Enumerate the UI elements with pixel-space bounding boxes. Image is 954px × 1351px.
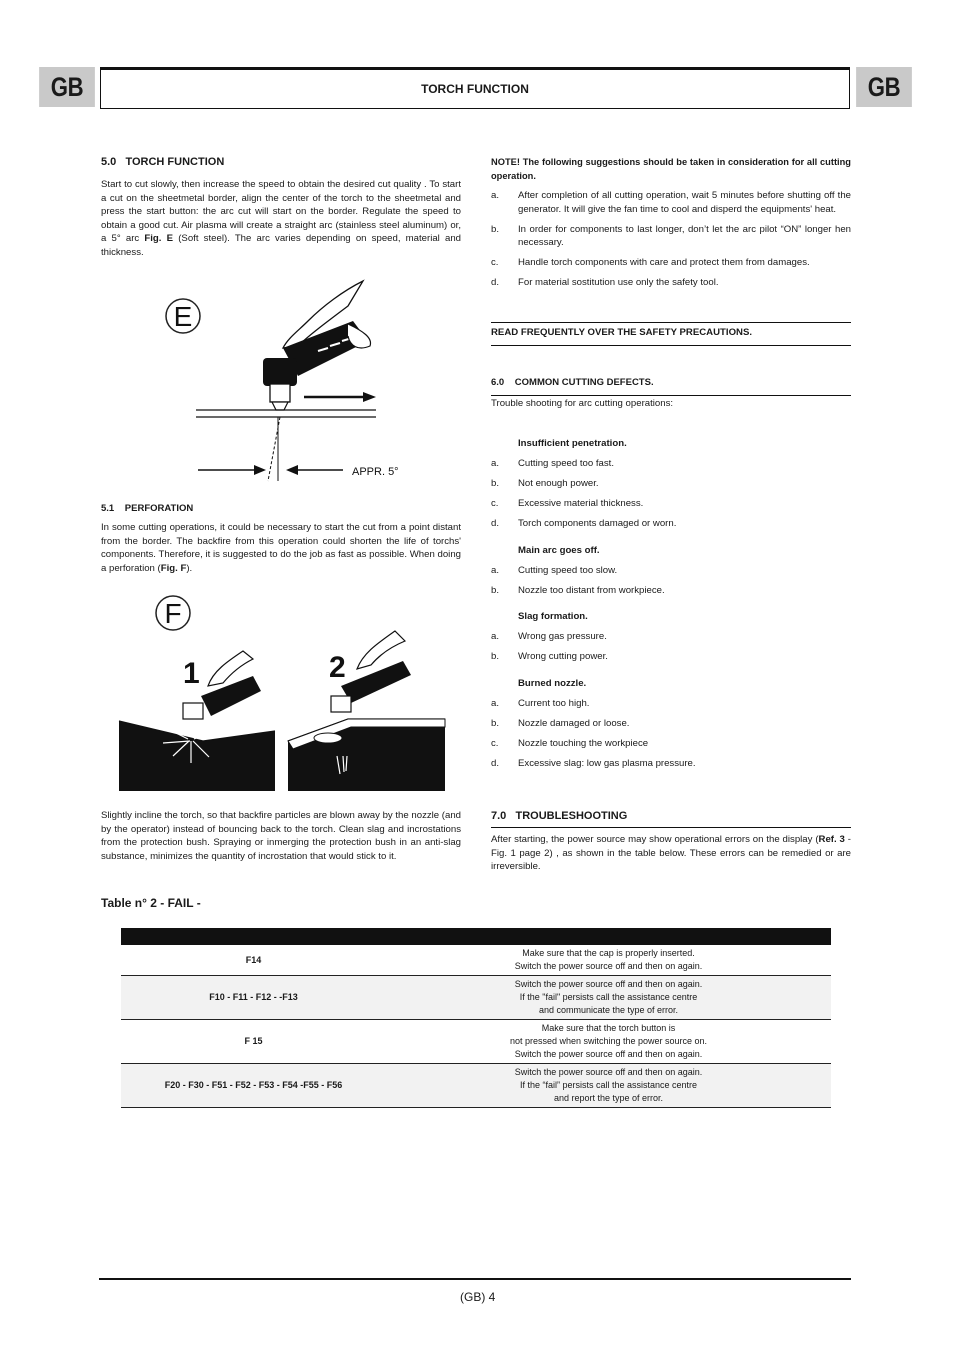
error-code-cell: F14 <box>121 945 386 976</box>
section-5-0-body <box>101 178 461 260</box>
defects-list <box>491 437 851 777</box>
defect-group-title: Slag formation. <box>518 611 588 623</box>
divider <box>491 395 851 396</box>
ref-label: Ref. 3 <box>818 834 845 845</box>
list-marker: b. <box>491 477 500 489</box>
list-marker: d. <box>491 517 500 529</box>
section-6-0-heading <box>491 377 654 388</box>
list-marker: c. <box>491 497 499 509</box>
list-text: Not enough power. <box>518 477 599 489</box>
section-5-0-heading <box>101 156 224 168</box>
table-row <box>121 1020 831 1064</box>
list-item <box>491 650 851 664</box>
figure-f-step-1: 1 <box>183 657 200 690</box>
section-number: 5.1 <box>101 503 115 514</box>
defect-group-title: Insufficient penetration. <box>518 438 627 449</box>
list-text: After completion of all cutting operation, wait 5 minutes before shutting off the generator. It will give the fan time to cool and disperd the equipments' heat. <box>518 190 851 215</box>
fail-table-header <box>121 928 831 945</box>
list-text: Cutting speed too fast. <box>518 457 614 469</box>
header-title-text: TORCH FUNCTION <box>421 82 529 96</box>
list-text: Wrong gas pressure. <box>518 631 607 643</box>
language-tag-left: GB <box>39 67 95 107</box>
list-marker: a. <box>491 564 500 576</box>
error-code-cell: F20 - F30 - F51 - F52 - F53 - F54 -F55 - F56 <box>121 1064 386 1108</box>
figure-e-letter: E <box>173 301 193 332</box>
section-title: TROUBLESHOOTING <box>515 810 628 822</box>
list-text: Excessive material thickness. <box>518 497 644 509</box>
read-safety-notice: READ FREQUENTLY OVER THE SAFETY PRECAUTIONS. <box>491 327 753 338</box>
list-marker: a. <box>491 190 500 201</box>
remedy-line: Make sure that the torch button is <box>541 1023 676 1033</box>
figure-f-letter: F <box>164 598 182 629</box>
list-marker: c. <box>491 257 499 269</box>
section-number: 5.0 <box>101 156 117 168</box>
language-tag-right: GB <box>856 67 912 107</box>
fig-ref: Fig. F <box>160 562 187 574</box>
fig-ref: Fig. E <box>144 233 174 245</box>
error-remedy-cell <box>386 945 831 976</box>
figure-f-step-2: 2 <box>329 651 346 684</box>
error-code-cell: F 15 <box>121 1020 386 1064</box>
figure-f-perforation-illustration <box>113 591 453 796</box>
body-text: After starting, the power source may show operational errors on the display ( <box>491 834 819 845</box>
list-item <box>491 477 851 491</box>
list-item <box>491 717 851 731</box>
list-item <box>491 584 851 598</box>
page-header-title <box>100 67 850 109</box>
figure-e-angle-label: APPR. 5° <box>352 466 399 478</box>
list-text: Cutting speed too slow. <box>518 564 618 576</box>
footer-rule <box>99 1278 851 1280</box>
list-text: Wrong cutting power. <box>518 651 608 663</box>
remedy-line: Switch the power source off and then on again. <box>514 961 703 971</box>
list-text: Handle torch components with care and protect them from damages. <box>518 257 810 269</box>
table-row <box>121 976 831 1020</box>
remedy-line: If the “fail” persists call the assistance centre <box>519 1080 698 1090</box>
list-item <box>491 276 851 290</box>
page-number: (GB) 4 <box>460 1290 496 1304</box>
list-marker: a. <box>491 697 500 709</box>
list-text: Excessive slag: low gas plasma pressure. <box>518 757 696 769</box>
error-remedy-cell <box>386 1064 831 1108</box>
body-text-end: ). <box>186 562 193 574</box>
section-7-0-heading <box>491 810 627 822</box>
list-item <box>491 757 851 771</box>
remedy-line: and report the type of error. <box>553 1093 664 1103</box>
section-title: PERFORATION <box>124 503 194 514</box>
list-item <box>491 223 851 250</box>
section-number: 7.0 <box>491 810 507 822</box>
section-title: TORCH FUNCTION <box>125 156 225 168</box>
section-6-0-intro: Trouble shooting for arc cutting operations: <box>491 398 674 409</box>
list-marker: d. <box>491 277 500 289</box>
list-marker: a. <box>491 457 500 469</box>
list-item <box>491 564 851 578</box>
list-text: In order for components to last longer, don’t let the arc pilot “ON” longer hen necessary. <box>518 223 851 249</box>
list-item <box>491 189 851 216</box>
list-marker: b. <box>491 223 500 235</box>
remedy-line: If the "fail" persists call the assistance centre <box>519 992 698 1002</box>
list-text: Nozzle too distant from workpiece. <box>518 584 665 596</box>
list-item <box>491 517 851 531</box>
section-5-1-body <box>101 521 461 575</box>
remedy-line: not pressed when switching the power source on. <box>509 1036 708 1046</box>
section-7-0-body <box>491 833 851 874</box>
list-marker: a. <box>491 631 500 643</box>
figure-e-torch-illustration <box>158 276 408 488</box>
table-title: Table n° 2 - FAIL - <box>101 896 201 910</box>
list-text: Torch components damaged or worn. <box>518 517 677 529</box>
incline-paragraph: Slightly incline the torch, so that backfire particles are blown away by the nozzle (and by the operator) instead of bouncing back to the torch. Clean slag and incrostations from the protection bush. Spraying or inmerging the protection bush in an anti-slag substance, minimizes the quantity of incrostation that would stick to it. <box>101 810 461 862</box>
note-paragraph: NOTE! The following suggestions should be taken in consideration for all cutting operation. <box>491 157 851 181</box>
list-marker: d. <box>491 757 500 769</box>
list-item <box>491 497 851 511</box>
error-code-cell: F10 - F11 - F12 - -F13 <box>121 976 386 1020</box>
list-text: Current too high. <box>518 697 590 709</box>
remedy-line: and communicate the type of error. <box>538 1005 679 1015</box>
section-title: COMMON CUTTING DEFECTS. <box>514 377 654 388</box>
remedy-line: Switch the power source off and then on again. <box>514 979 703 989</box>
divider <box>491 322 851 323</box>
list-marker: c. <box>491 737 499 749</box>
defect-group-title: Burned nozzle. <box>518 677 587 689</box>
remedy-line: Switch the power source off and then on again. <box>514 1049 703 1059</box>
divider <box>491 827 851 828</box>
list-item <box>491 256 851 270</box>
remedy-line: Make sure that the cap is properly inserted. <box>522 948 695 958</box>
note-list <box>491 189 851 296</box>
defect-group-title: Main arc goes off. <box>518 544 600 556</box>
body-text: Start to cut slowly, then increase the speed to obtain the desired cut quality . To start a cut on the sheetmetal border, align the center of the torch to the sheetmetal and press the start button: the arc cut will start on the border. Regulate the speed to obtain a good cut. Air plasma will create a straight arc (stainless steel aluminum) or, a 5° arc <box>101 179 461 245</box>
fail-table <box>121 928 831 1108</box>
body-text-end: (Soft steel). The arc varies depending on speed, material and thickness. <box>101 233 461 258</box>
list-item <box>491 737 851 751</box>
body-text: In some cutting operations, it could be necessary to start the cut from a point distant from the border. The backfire from this operation could shorten the life of torchs' components. Therefore, it is suggested to do the job as fast as possible. When doing a perforation ( <box>101 522 461 574</box>
list-text: Nozzle damaged or loose. <box>518 717 630 729</box>
list-marker: b. <box>491 584 500 596</box>
error-remedy-cell <box>386 976 831 1020</box>
table-row <box>121 945 831 976</box>
list-marker: b. <box>491 717 500 729</box>
section-5-1-heading <box>101 503 193 514</box>
list-text: For material sostitution use only the safety tool. <box>518 277 719 289</box>
list-item <box>491 630 851 644</box>
body-text-end: - Fig. 1 page 2) , as shown in the table below. These errors can be remedied or are irreversible. <box>491 834 851 873</box>
list-item <box>491 457 851 471</box>
error-remedy-cell <box>386 1020 831 1064</box>
divider <box>491 345 851 346</box>
remedy-line: Switch the power source off and then on again. <box>514 1067 703 1077</box>
table-row <box>121 1064 831 1108</box>
section-number: 6.0 <box>491 377 505 388</box>
list-marker: b. <box>491 651 500 663</box>
list-item <box>491 697 851 711</box>
list-text: Nozzle touching the workpiece <box>518 737 649 749</box>
